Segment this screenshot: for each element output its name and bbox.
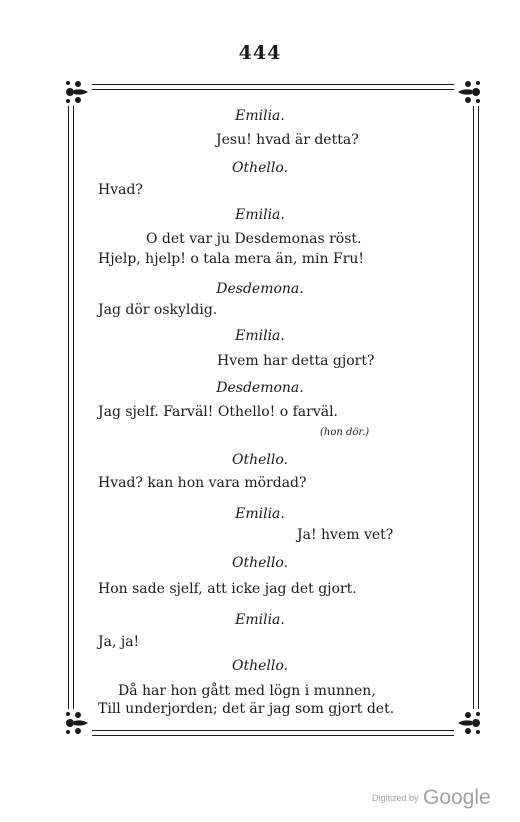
dialogue-line: Till underjorden; det är jag som gjort det. [98,701,395,717]
speaker-name: Othello. [232,555,288,571]
dialogue-line: Då har hon gått med lögn i munnen, [118,683,376,699]
dialogue-line: Hvad? [98,182,143,198]
watermark-brand: Google [422,786,491,809]
dialogue-line: Ja, ja! [98,634,140,650]
digitized-watermark [372,786,491,810]
speaker-name: Desdemona. [216,380,304,396]
dialogue-line: Hvad? kan hon vara mördad? [98,475,307,491]
dialogue-line: Jag sjelf. Farväl! Othello! o farväl. [98,404,339,420]
page-number: 444 [238,42,282,64]
speaker-name: Desdemona. [216,281,304,297]
stage-direction: (hon dör.) [320,427,370,438]
dialogue-line: Hon sade sjelf, att icke jag det gjort. [98,581,357,597]
speaker-name: Othello. [232,160,288,176]
speaker-name: Othello. [232,452,288,468]
watermark-prefix: Digitized by [372,793,419,803]
dialogue-line: Hjelp, hjelp! o tala mera än, min Fru! [98,251,365,267]
speaker-name: Emilia. [235,612,285,628]
dialogue-line: O det var ju Desdemonas röst. [146,231,362,247]
speaker-name: Emilia. [235,207,285,223]
dialogue-line: Jesu! hvad är detta? [216,132,359,148]
speaker-name: Emilia. [235,108,285,124]
speaker-name: Othello. [232,658,288,674]
dialogue-line: Ja! hvem vet? [297,527,394,543]
speaker-name: Emilia. [235,506,285,522]
dialogue-line: Jag dör oskyldig. [98,302,218,318]
speaker-name: Emilia. [235,328,285,344]
dialogue-line: Hvem har detta gjort? [217,353,375,369]
